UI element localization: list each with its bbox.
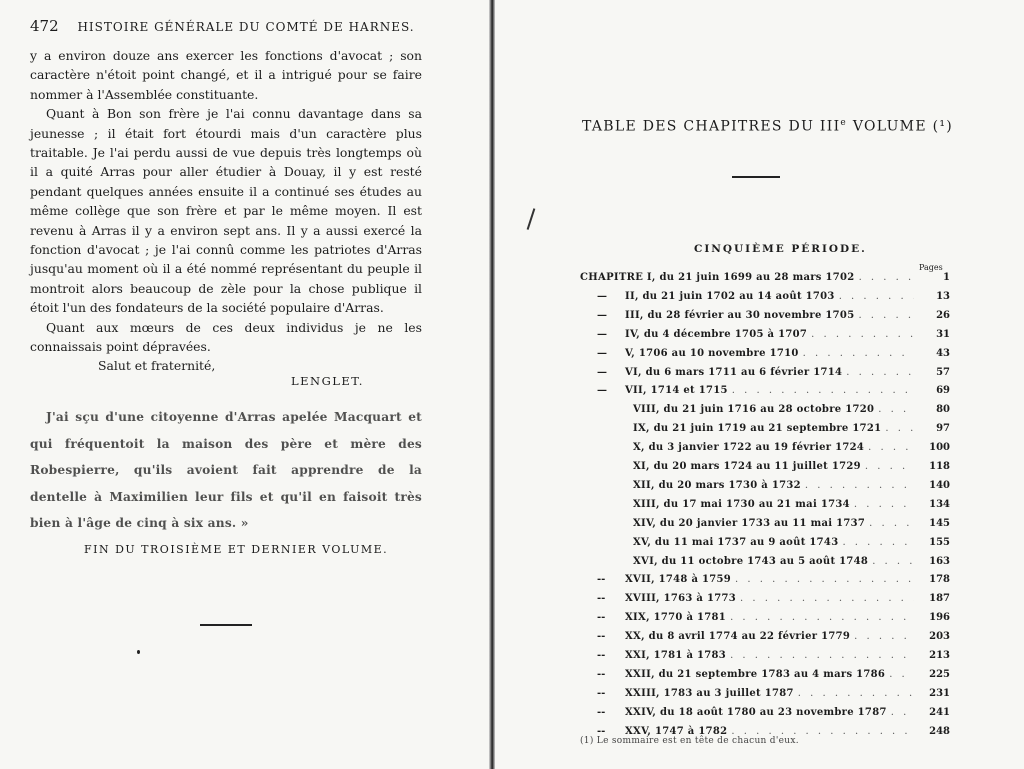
dot-leader	[885, 669, 914, 680]
dot-leader	[801, 480, 914, 491]
dot-leader	[835, 291, 914, 302]
chapter-row	[633, 423, 950, 439]
chapter-title: XIV, du 20 janvier 1733 au 11 mai 1737	[633, 517, 866, 529]
chapter-title: VIII, du 21 juin 1716 au 28 octobre 1720	[633, 404, 875, 416]
chapter-row	[633, 499, 950, 515]
chapter-dash: --	[597, 574, 606, 586]
chapter-dash: --	[597, 631, 606, 643]
chapter-row	[597, 687, 950, 704]
dot-leader	[854, 310, 914, 321]
dot-leader	[868, 556, 914, 567]
chapter-row	[633, 480, 950, 496]
chapter-row	[633, 518, 950, 534]
chapter-row	[597, 650, 950, 666]
chapter-row	[633, 404, 950, 420]
dot-leader	[799, 348, 914, 359]
toc-title	[582, 118, 953, 135]
chapter-title: XIX, 1770 à 1781	[625, 612, 727, 624]
chapter-dash: --	[597, 706, 606, 718]
chapter-page-number: 80	[936, 404, 950, 416]
chapter-title: XV, du 11 mai 1737 au 9 août 1743	[633, 536, 839, 548]
dot-leader	[794, 688, 914, 699]
dot-leader	[861, 461, 914, 472]
dot-leader	[731, 574, 914, 585]
chapter-title: CHAPITRE I, du 21 juin 1699 au 28 mars 1702	[580, 272, 855, 283]
chapter-title: XXIV, du 18 août 1780 au 23 novembre 1787	[625, 706, 887, 718]
chapter-title: VII, 1714 et 1715	[625, 385, 728, 397]
right-page	[500, 0, 1024, 769]
robespierre-note	[30, 404, 422, 537]
chapter-page-number: 241	[929, 706, 950, 718]
chapter-page-number: 100	[929, 442, 950, 454]
dot-leader	[887, 707, 914, 718]
dot-leader	[728, 385, 914, 396]
chapter-page-number: 248	[929, 725, 950, 737]
toc-title-sup: e	[840, 118, 848, 128]
chapter-dash: --	[597, 650, 606, 661]
book-gutter	[489, 0, 495, 769]
chapter-page-number: 231	[929, 687, 950, 699]
chapter-page-number: 134	[929, 498, 950, 510]
chapter-page-number: 26	[936, 309, 950, 321]
chapter-title: VI, du 6 mars 1711 au 6 février 1714	[625, 366, 843, 378]
dot-leader	[842, 367, 914, 378]
dot-leader	[850, 499, 914, 510]
chapter-title: XVII, 1748 à 1759	[625, 574, 732, 586]
chapter-page-number: 163	[929, 555, 950, 567]
chapter-row	[633, 556, 950, 572]
chapter-page-number: 187	[929, 593, 950, 605]
dot-leader	[726, 612, 914, 623]
chapter-dash: —	[597, 309, 607, 321]
pages-column-label: Pages	[919, 263, 943, 272]
letter-closing: Salut et fraternité,	[98, 358, 216, 373]
chapter-dash: —	[597, 290, 607, 302]
ink-speck	[137, 650, 140, 654]
chapter-page-number: 178	[929, 574, 950, 586]
pencil-mark	[527, 208, 535, 229]
chapter-dash: —	[597, 347, 607, 359]
letter-signature: LENGLET.	[291, 374, 364, 388]
period-heading: CINQUIÈME PÉRIODE.	[694, 243, 867, 255]
chapter-title: II, du 21 juin 1702 au 14 août 1703	[625, 290, 835, 302]
chapter-row	[597, 574, 950, 590]
dot-leader	[727, 726, 914, 737]
dot-leader	[850, 631, 914, 642]
paragraph: Quant aux mœurs de ces deux individus je ne les connaissais point dépravées.	[30, 319, 422, 355]
dot-leader	[838, 537, 914, 548]
dot-leader	[865, 518, 914, 529]
chapter-row	[597, 290, 950, 307]
chapter-page-number: 97	[936, 423, 950, 435]
paragraph: Quant à Bon son frère je l'ai connu davantage dans sa jeunesse ; il était fort étourdi mais d'un caractère plus traitable. Je l'ai perdu aussi de vue depuis très longtemps où il a quité Arras pour aller étudier à Douay, il y est resté pendant quelques années ensuite il a continué ses études au même collège que son frère et par le même moyen. Il est revenu à Arras il y a environ sept ans. Il y a aussi exercé la fonction d'avocat ; je l'ai connû comme les patriotes d'Arras jusqu'au moment où il a été nommé représentant du peuple il montroit alors beaucoup de zèle pour la chose publique il étoit l'un des fondateurs de la société populaire d'Arras.	[30, 106, 422, 316]
chapter-title: XVI, du 11 octobre 1743 au 5 août 1748	[633, 555, 869, 567]
chapter-row	[597, 706, 950, 723]
chapter-row	[633, 461, 950, 477]
chapter-dash: —	[597, 328, 607, 340]
chapter-title: XXI, 1781 à 1783	[625, 650, 727, 661]
running-head	[30, 17, 415, 35]
chapter-page-number: 155	[929, 536, 950, 548]
dot-leader	[881, 423, 914, 434]
chapter-row	[597, 309, 950, 326]
chapter-title: IV, du 4 décembre 1705 à 1707	[625, 328, 808, 340]
chapter-row	[597, 328, 950, 345]
dot-leader	[855, 272, 914, 283]
chapter-title: XI, du 20 mars 1724 au 11 juillet 1729	[633, 461, 861, 472]
dot-leader	[874, 404, 914, 415]
chapter-page-number: 203	[929, 631, 950, 643]
chapter-row	[597, 593, 950, 609]
chapter-page-number: 225	[929, 668, 950, 680]
chapter-row	[633, 537, 950, 553]
chapter-dash: --	[597, 668, 606, 680]
chapter-title: III, du 28 février au 30 novembre 1705	[625, 309, 855, 321]
left-page	[0, 0, 490, 769]
chapter-title: IX, du 21 juin 1719 au 21 septembre 1721	[633, 423, 882, 435]
chapter-row	[597, 631, 950, 647]
end-rule	[200, 624, 252, 626]
chapter-page-number: 57	[936, 366, 950, 378]
chapter-page-number: 213	[929, 650, 950, 661]
chapter-page-number: 140	[929, 479, 950, 491]
chapter-title: XXII, du 21 septembre 1783 au 4 mars 1786	[625, 668, 886, 680]
chapter-dash: —	[597, 366, 607, 378]
chapter-title: XIII, du 17 mai 1730 au 21 mai 1734	[633, 498, 850, 510]
chapter-page-number: 69	[936, 385, 950, 397]
dot-leader	[807, 329, 914, 340]
page-number: 472	[30, 17, 59, 35]
chapter-dash: —	[597, 385, 607, 397]
chapter-page-number: 43	[936, 347, 950, 359]
chapter-title: V, 1706 au 10 novembre 1710	[625, 347, 799, 359]
chapter-row	[597, 347, 950, 364]
chapter-title: XII, du 20 mars 1730 à 1732	[633, 479, 801, 491]
chapter-row	[597, 612, 950, 628]
chapter-dash: --	[597, 725, 606, 737]
chapter-row	[597, 366, 950, 383]
chapter-row	[597, 385, 950, 401]
chapter-page-number: 118	[929, 461, 950, 472]
chapter-dash: --	[597, 593, 606, 605]
chapter-page-number: 145	[929, 517, 950, 529]
chapter-row	[597, 668, 950, 685]
chapter-title: X, du 3 janvier 1722 au 19 février 1724	[633, 442, 865, 454]
title-rule	[732, 176, 780, 178]
footnote: (1) Le sommaire est en tête de chacun d'eux.	[580, 736, 799, 746]
chapter-row	[633, 442, 950, 458]
chapter-row	[580, 272, 950, 288]
toc-title-main: TABLE DES CHAPITRES DU III	[582, 118, 841, 135]
end-of-volume-line: FIN DU TROISIÈME ET DERNIER VOLUME.	[84, 543, 389, 556]
chapter-dash: --	[597, 687, 606, 699]
note-paragraph: J'ai sçu d'une citoyenne d'Arras apelée Macquart et qui fréquentoit la maison des père et mère des Robespierre, qu'ils avoient fait apprendre de la dentelle à Maximilien leur fils et qu'il en faisoit très bien à l'âge de cinq à six ans. »	[30, 410, 422, 530]
chapter-page-number: 31	[936, 328, 950, 340]
dot-leader	[864, 442, 914, 453]
chapter-dash: --	[597, 612, 606, 624]
paragraph: y a environ douze ans exercer les fonctions d'avocat ; son caractère n'étoit point changé, et il a intrigué pour se faire nommer à l'Assemblée constituante.	[30, 48, 422, 102]
dot-leader	[726, 650, 914, 661]
toc-title-end: VOLUME (¹)	[847, 118, 954, 135]
chapter-page-number: 196	[929, 612, 950, 624]
running-head-title: HISTOIRE GÉNÉRALE DU COMTÉ DE HARNES.	[77, 20, 415, 34]
letter-body	[30, 46, 422, 357]
dot-leader	[736, 593, 914, 604]
chapter-page-number: 13	[936, 290, 950, 302]
chapter-title: XXIII, 1783 au 3 juillet 1787	[625, 687, 794, 699]
chapter-title: XX, du 8 avril 1774 au 22 février 1779	[625, 631, 851, 643]
chapter-title: XXV, 1747 à 1782	[625, 725, 728, 737]
chapter-page-number: 1	[943, 272, 950, 283]
chapter-title: XVIII, 1763 à 1773	[625, 593, 737, 605]
